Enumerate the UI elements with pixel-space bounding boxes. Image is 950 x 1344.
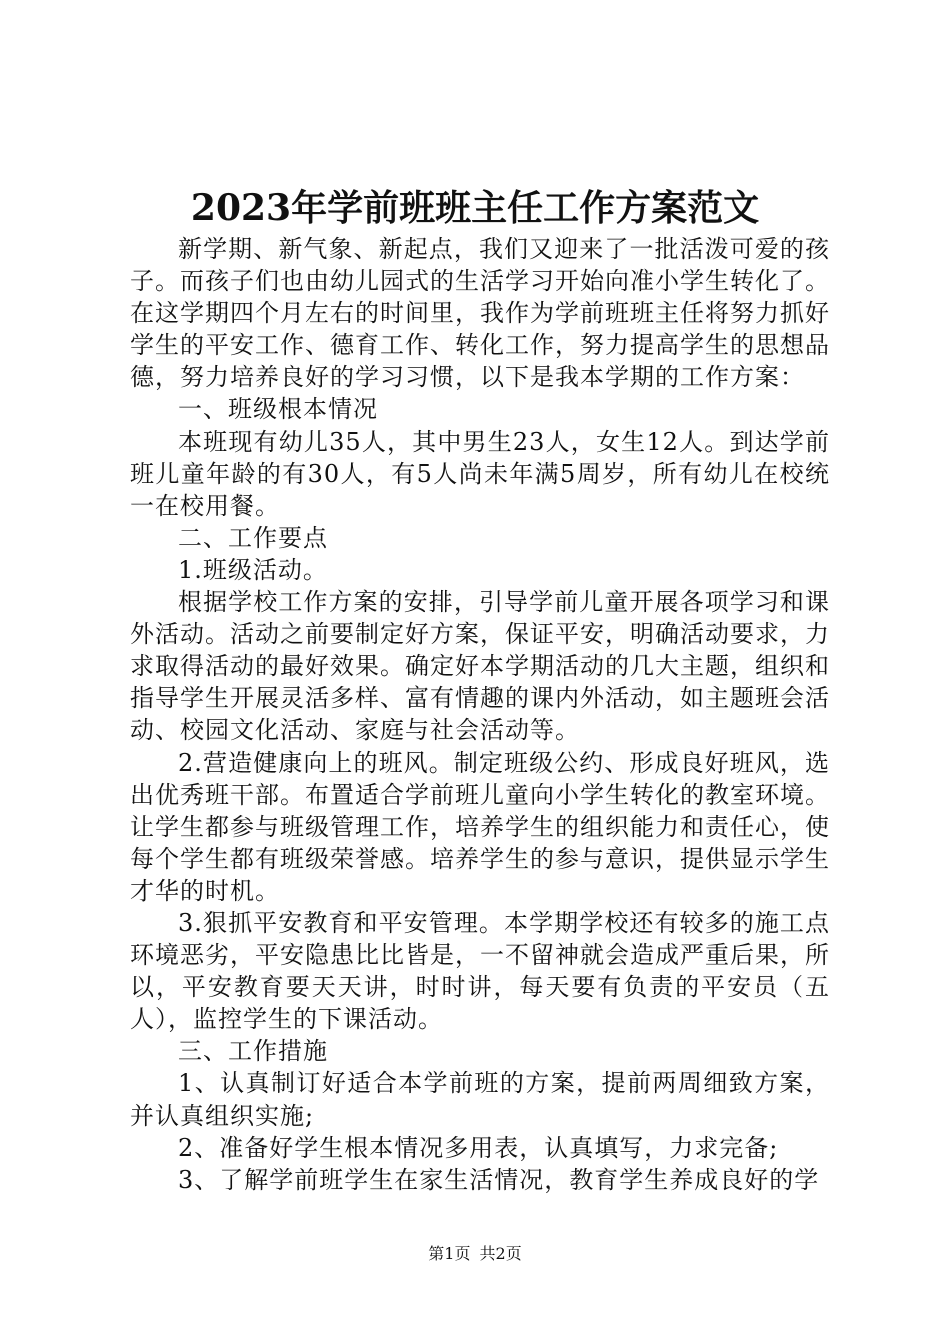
heading-work-measures: 三、工作措施 bbox=[178, 1037, 328, 1066]
paragraph-measure-1: 1、认真制订好适合本学前班的方案，提前两周细致方案，并认真组织实施; bbox=[130, 1069, 830, 1130]
subheading-class-activities: 1.班级活动。 bbox=[178, 555, 328, 584]
paragraph-measure-3: 3、了解学前班学生在家生活情况，教育学生养成良好的学 bbox=[178, 1165, 820, 1194]
paragraph-measure-2: 2、准备好学生根本情况多用表，认真填写，力求完备; bbox=[178, 1133, 779, 1162]
page-total: 共2页 bbox=[479, 1244, 522, 1263]
paragraph-class-atmosphere: 2.营造健康向上的班风。制定班级公约、形成良好班风，选出优秀班干部。布置适合学前班儿童向小学生转化的教室环境。让学生都参与班级管理工作，培养学生的组织能力和责任心，使每个学生都有班级荣誉感。培养学生的参与意识，提供显示学生才华的时机。 bbox=[130, 748, 830, 905]
paragraph-safety-education: 3.狠抓平安教育和平安管理。本学期学校还有较多的施工点环境恶劣，平安隐患比比皆是，一不留神就会造成严重后果，所以，平安教育要天天讲，时时讲，每天要有负责的平安员（五人），监控学生的下课活动。 bbox=[130, 908, 830, 1034]
page-number: 第1页 bbox=[428, 1244, 471, 1263]
heading-class-situation: 一、班级根本情况 bbox=[178, 395, 378, 424]
paragraph-class-situation: 本班现有幼儿35人，其中男生23人，女生12人。到达学前班儿童年龄的有30人，有5人尚未年满5周岁，所有幼儿在校统一在校用餐。 bbox=[130, 427, 830, 520]
page-footer bbox=[0, 1244, 950, 1264]
paragraph-class-activities: 根据学校工作方案的安排，引导学前儿童开展各项学习和课外活动。活动之前要制定好方案，保证平安，明确活动要求，力求取得活动的最好效果。确定好本学期活动的几大主题，组织和指导学生开展灵活多样、富有情趣的课内外活动，如主题班会活动、校园文化活动、家庭与社会活动等。 bbox=[130, 588, 830, 745]
heading-work-points: 二、工作要点 bbox=[178, 523, 328, 552]
document-title: 2023年学前班班主任工作方案范文 bbox=[190, 187, 760, 229]
paragraph-intro: 新学期、新气象、新起点，我们又迎来了一批活泼可爱的孩子。而孩子们也由幼儿园式的生活学习开始向准小学生转化了。在这学期四个月左右的时间里，我作为学前班班主任将努力抓好学生的平安工作、德育工作、转化工作，努力提高学生的思想品德，努力培养良好的学习习惯，以下是我本学期的工作方案： bbox=[130, 235, 830, 392]
document-body bbox=[130, 233, 830, 1196]
